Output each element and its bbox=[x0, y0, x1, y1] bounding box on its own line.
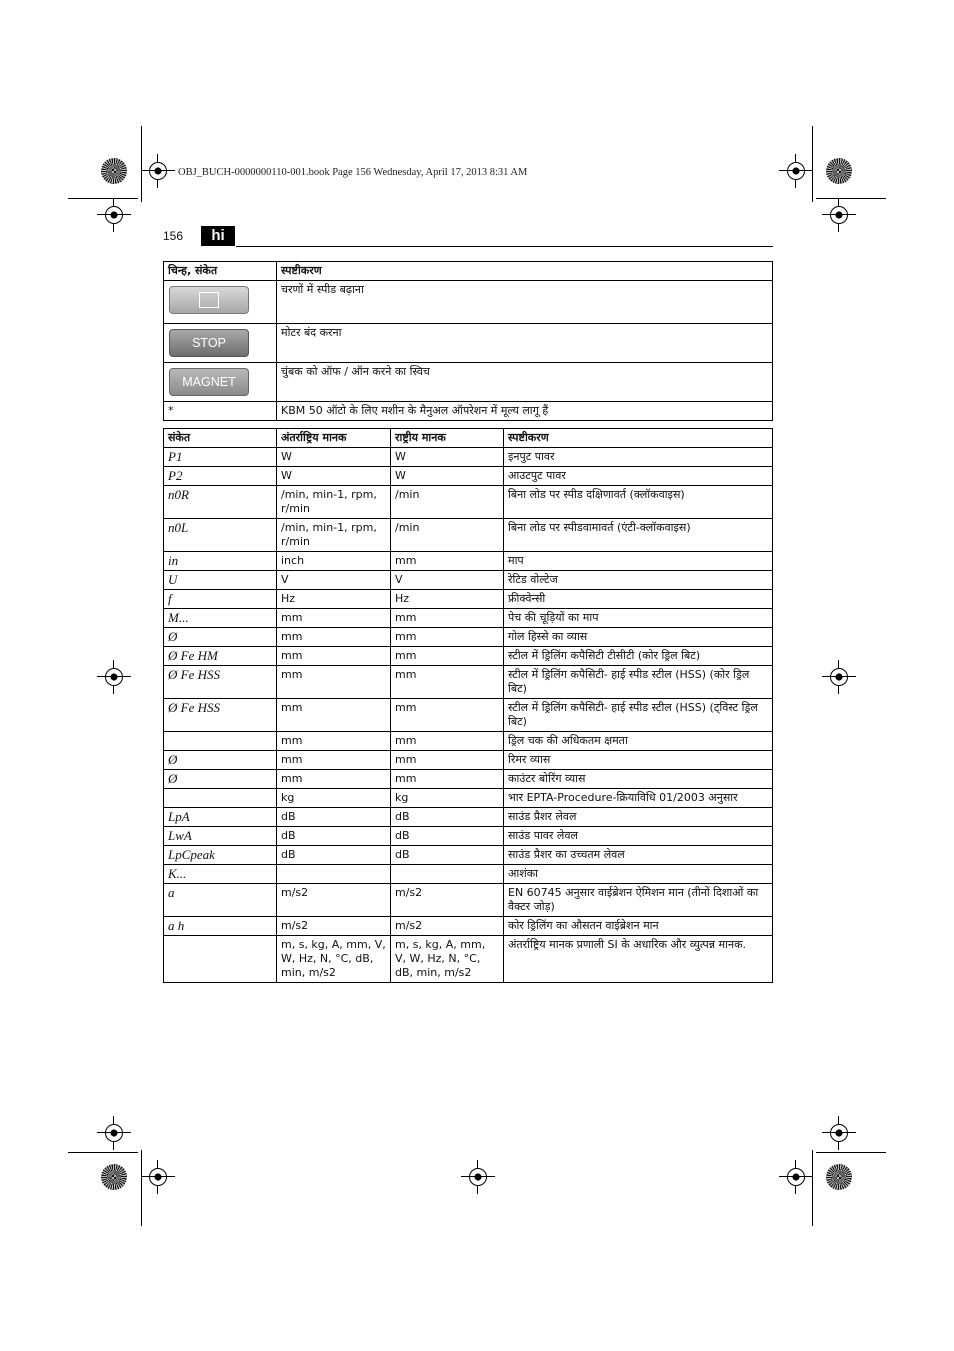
symbol-cell bbox=[164, 936, 277, 983]
table-row bbox=[164, 552, 773, 571]
symbol-cell: M... bbox=[164, 609, 277, 628]
national-unit-cell: mm bbox=[391, 770, 504, 789]
table-row bbox=[164, 666, 773, 699]
table-row bbox=[164, 647, 773, 666]
symbol-cell: in bbox=[164, 552, 277, 571]
description-cell: साउंड प्रैशर का उच्चतम लेवल bbox=[504, 846, 773, 865]
table-row bbox=[164, 402, 773, 421]
description-cell: स्टील में ड्रिलिंग कपैसिटी- हाई स्पीड स्टील (HSS) (कोर ड्रिल बिट) bbox=[504, 666, 773, 699]
description-cell: चुंबक को ऑफ / ऑन करने का स्विच bbox=[277, 363, 773, 402]
international-unit-cell: W bbox=[277, 448, 391, 467]
table-row bbox=[164, 917, 773, 936]
symbols-table bbox=[163, 261, 773, 421]
registration-star-icon bbox=[101, 1164, 127, 1190]
crosshair-icon bbox=[101, 202, 127, 228]
symbol-cell: U bbox=[164, 571, 277, 590]
national-unit-cell: mm bbox=[391, 699, 504, 732]
crop-mark bbox=[816, 198, 886, 199]
crosshair-icon bbox=[783, 158, 809, 184]
crop-mark bbox=[68, 1152, 138, 1153]
table-header: राष्ट्रीय मानक bbox=[391, 429, 504, 448]
language-badge: hi bbox=[201, 226, 235, 246]
symbol-cell: Ø Fe HSS bbox=[164, 699, 277, 732]
description-cell: साउंड पावर लेवल bbox=[504, 827, 773, 846]
table-header: चिन्ह, संकेत bbox=[164, 262, 277, 281]
national-unit-cell: dB bbox=[391, 827, 504, 846]
table-row bbox=[164, 936, 773, 983]
international-unit-cell: mm bbox=[277, 732, 391, 751]
international-unit-cell: dB bbox=[277, 846, 391, 865]
table-row bbox=[164, 590, 773, 609]
table-row bbox=[164, 827, 773, 846]
international-unit-cell: inch bbox=[277, 552, 391, 571]
national-unit-cell: kg bbox=[391, 789, 504, 808]
symbol-cell: Ø bbox=[164, 770, 277, 789]
international-unit-cell: dB bbox=[277, 827, 391, 846]
table-row bbox=[164, 770, 773, 789]
national-unit-cell: mm bbox=[391, 552, 504, 571]
table-row bbox=[164, 519, 773, 552]
description-cell: मोटर बंद करना bbox=[277, 324, 773, 363]
international-unit-cell: mm bbox=[277, 770, 391, 789]
registration-star-icon bbox=[826, 1164, 852, 1190]
international-unit-cell: mm bbox=[277, 609, 391, 628]
description-cell: KBM 50 ऑटो के लिए मशीन के मैनुअल ऑपरेशन में मूल्य लागू हैं bbox=[277, 402, 773, 421]
crosshair-icon bbox=[145, 1164, 171, 1190]
table-header-row bbox=[164, 262, 773, 281]
description-cell: रेटिड वोल्टेज bbox=[504, 571, 773, 590]
national-unit-cell: m/s2 bbox=[391, 917, 504, 936]
table-header: स्पष्टीकरण bbox=[277, 262, 773, 281]
national-unit-cell: mm bbox=[391, 751, 504, 770]
table-header: अंतर्राष्ट्रिय मानक bbox=[277, 429, 391, 448]
national-unit-cell: mm bbox=[391, 628, 504, 647]
symbol-cell bbox=[164, 789, 277, 808]
description-cell: ड्रिल चक की अधिकतम क्षमता bbox=[504, 732, 773, 751]
table-header-row bbox=[164, 429, 773, 448]
header-rule bbox=[236, 246, 773, 247]
plus-button-icon bbox=[169, 286, 249, 314]
table-row bbox=[164, 324, 773, 363]
description-cell: EN 60745 अनुसार वाईब्रेशन ऐमिशन मान (तीनों दिशाओं का वैक्टर जोड़) bbox=[504, 884, 773, 917]
description-cell: चरणों में स्पीड बढ़ाना bbox=[277, 281, 773, 324]
description-cell: बिना लोड पर स्पीडवामावर्त (एंटी-क्लॉकवाइस) bbox=[504, 519, 773, 552]
description-cell: अंतर्राष्ट्रिय मानक प्रणाली SI के अधारिक और व्युत्पन्न मानक. bbox=[504, 936, 773, 983]
crop-mark bbox=[141, 126, 142, 202]
national-unit-cell: V bbox=[391, 571, 504, 590]
international-unit-cell: m, s, kg, A, mm, V, W, Hz, N, °C, dB, min, m/s2 bbox=[277, 936, 391, 983]
registration-star-icon bbox=[101, 158, 127, 184]
symbol-cell: Ø bbox=[164, 751, 277, 770]
registration-star-icon bbox=[826, 158, 852, 184]
crop-mark bbox=[141, 1150, 142, 1226]
national-unit-cell: m/s2 bbox=[391, 884, 504, 917]
crop-mark bbox=[812, 1150, 813, 1226]
symbol-cell: n0R bbox=[164, 486, 277, 519]
description-cell: स्टील में ड्रिलिंग कपैसिटी- हाई स्पीड स्टील (HSS) (ट्विस्ट ड्रिल बिट) bbox=[504, 699, 773, 732]
table-row bbox=[164, 571, 773, 590]
symbol-cell: a h bbox=[164, 917, 277, 936]
table-row bbox=[164, 884, 773, 917]
table-row bbox=[164, 467, 773, 486]
national-unit-cell: m, s, kg, A, mm, V, W, Hz, N, °C, dB, min, m/s2 bbox=[391, 936, 504, 983]
crosshair-icon bbox=[783, 1164, 809, 1190]
table-row bbox=[164, 865, 773, 884]
symbol-cell: LpA bbox=[164, 808, 277, 827]
description-cell: साउंड प्रैशर लेवल bbox=[504, 808, 773, 827]
international-unit-cell: m/s2 bbox=[277, 917, 391, 936]
table-row bbox=[164, 486, 773, 519]
symbol-cell: a bbox=[164, 884, 277, 917]
symbol-cell bbox=[164, 281, 277, 324]
table-row bbox=[164, 846, 773, 865]
international-unit-cell bbox=[277, 865, 391, 884]
international-unit-cell: mm bbox=[277, 628, 391, 647]
units-table bbox=[163, 428, 773, 983]
national-unit-cell: mm bbox=[391, 647, 504, 666]
international-unit-cell: mm bbox=[277, 699, 391, 732]
national-unit-cell: /min bbox=[391, 486, 504, 519]
crop-mark bbox=[68, 198, 138, 199]
symbol-cell: LpCpeak bbox=[164, 846, 277, 865]
symbol-cell: Ø Fe HSS bbox=[164, 666, 277, 699]
symbol-cell: LwA bbox=[164, 827, 277, 846]
description-cell: पेच की चूड़ियों का माप bbox=[504, 609, 773, 628]
symbol-cell: f bbox=[164, 590, 277, 609]
table-row bbox=[164, 448, 773, 467]
crop-mark bbox=[812, 126, 813, 202]
symbol-cell: P2 bbox=[164, 467, 277, 486]
table-row bbox=[164, 789, 773, 808]
symbol-cell: P1 bbox=[164, 448, 277, 467]
description-cell: गोल हिस्से का व्यास bbox=[504, 628, 773, 647]
symbol-cell bbox=[164, 732, 277, 751]
international-unit-cell: /min, min-1, rpm, r/min bbox=[277, 519, 391, 552]
crosshair-icon bbox=[826, 664, 852, 690]
international-unit-cell: W bbox=[277, 467, 391, 486]
international-unit-cell: mm bbox=[277, 666, 391, 699]
file-header: OBJ_BUCH-0000000110-001.book Page 156 Wednesday, April 17, 2013 8:31 AM bbox=[178, 167, 528, 178]
description-cell: स्टील में ड्रिलिंग कपैसिटी टीसीटी (कोर ड्रिल बिट) bbox=[504, 647, 773, 666]
description-cell: आशंका bbox=[504, 865, 773, 884]
description-cell: रिमर व्यास bbox=[504, 751, 773, 770]
stop-button-icon: STOP bbox=[169, 329, 249, 357]
magnet-button-icon: MAGNET bbox=[169, 368, 249, 396]
crosshair-icon bbox=[465, 1164, 491, 1190]
description-cell: कोर ड्रिलिंग का औसतन वाईब्रेशन मान bbox=[504, 917, 773, 936]
table-row bbox=[164, 281, 773, 324]
international-unit-cell: V bbox=[277, 571, 391, 590]
description-cell: आउटपुट पावर bbox=[504, 467, 773, 486]
description-cell: माप bbox=[504, 552, 773, 571]
description-cell: काउंटर बोरिंग व्यास bbox=[504, 770, 773, 789]
crosshair-icon bbox=[826, 202, 852, 228]
description-cell: फ्रीक्वेन्सी bbox=[504, 590, 773, 609]
table-row bbox=[164, 751, 773, 770]
international-unit-cell: dB bbox=[277, 808, 391, 827]
table-row bbox=[164, 808, 773, 827]
national-unit-cell: Hz bbox=[391, 590, 504, 609]
national-unit-cell: mm bbox=[391, 609, 504, 628]
table-header: स्पष्टीकरण bbox=[504, 429, 773, 448]
description-cell: बिना लोड पर स्पीड दक्षिणावर्त (क्लॉकवाइस) bbox=[504, 486, 773, 519]
national-unit-cell: W bbox=[391, 448, 504, 467]
table-row bbox=[164, 699, 773, 732]
international-unit-cell: mm bbox=[277, 647, 391, 666]
crosshair-icon bbox=[101, 1120, 127, 1146]
table-row bbox=[164, 609, 773, 628]
international-unit-cell: Hz bbox=[277, 590, 391, 609]
national-unit-cell: mm bbox=[391, 732, 504, 751]
symbol-cell: K... bbox=[164, 865, 277, 884]
international-unit-cell: mm bbox=[277, 751, 391, 770]
symbol-cell bbox=[164, 363, 277, 402]
national-unit-cell bbox=[391, 865, 504, 884]
symbol-cell: n0L bbox=[164, 519, 277, 552]
crosshair-icon bbox=[826, 1120, 852, 1146]
table-row bbox=[164, 628, 773, 647]
international-unit-cell: kg bbox=[277, 789, 391, 808]
national-unit-cell: W bbox=[391, 467, 504, 486]
national-unit-cell: mm bbox=[391, 666, 504, 699]
page-number: 156 bbox=[163, 229, 184, 243]
crop-mark bbox=[816, 1152, 886, 1153]
national-unit-cell: dB bbox=[391, 808, 504, 827]
national-unit-cell: /min bbox=[391, 519, 504, 552]
symbol-cell bbox=[164, 324, 277, 363]
crosshair-icon bbox=[101, 664, 127, 690]
symbol-cell: * bbox=[164, 402, 277, 421]
international-unit-cell: /min, min-1, rpm, r/min bbox=[277, 486, 391, 519]
symbol-cell: Ø Fe HM bbox=[164, 647, 277, 666]
table-row bbox=[164, 363, 773, 402]
crosshair-icon bbox=[145, 158, 171, 184]
symbol-cell: Ø bbox=[164, 628, 277, 647]
national-unit-cell: dB bbox=[391, 846, 504, 865]
international-unit-cell: m/s2 bbox=[277, 884, 391, 917]
description-cell: भार EPTA-Procedure-क्रियाविधि 01/2003 अनुसार bbox=[504, 789, 773, 808]
table-header: संकेत bbox=[164, 429, 277, 448]
table-row bbox=[164, 732, 773, 751]
description-cell: इनपुट पावर bbox=[504, 448, 773, 467]
